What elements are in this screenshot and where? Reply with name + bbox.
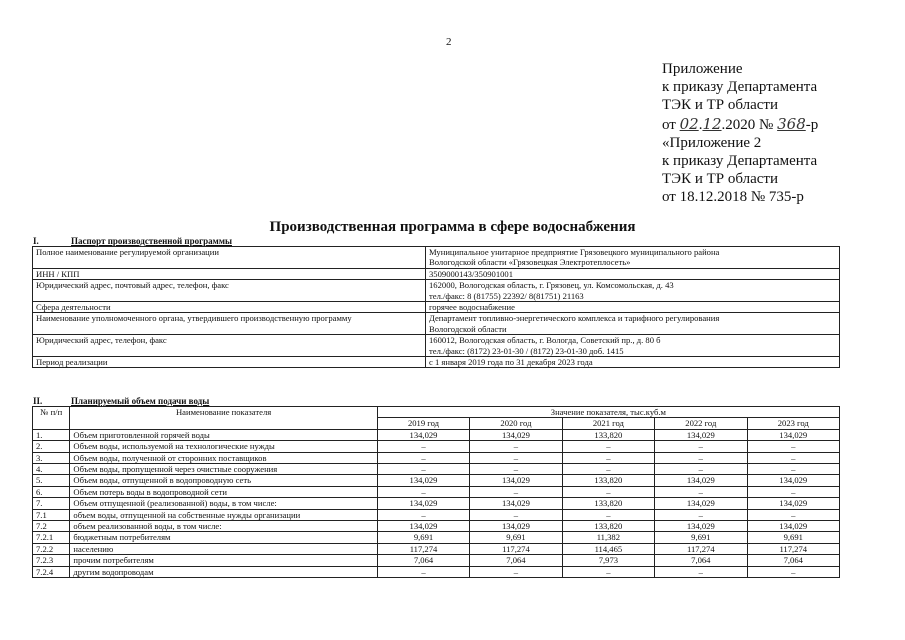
table-row — [33, 498, 840, 509]
section-heading-volume — [33, 396, 209, 406]
col-header-number: № п/п — [33, 407, 70, 430]
row-name: объем воды, отпущенной на собственные нужды организации — [70, 509, 377, 520]
passport-value-line: 162000, Вологодская область, г. Грязовец, ул. Комсомольская, д. 43 — [429, 280, 674, 291]
row-value: 134,029 — [470, 475, 562, 486]
row-value: 134,029 — [470, 521, 562, 532]
passport-key: Период реализации — [33, 357, 426, 368]
row-number: 4. — [33, 464, 70, 475]
appendix-date-year: .2020 № — [721, 116, 774, 133]
passport-value-line: тел./факс: (8172) 23-01-30 / (8172) 23-01-30 доб. 1415 — [429, 345, 624, 356]
row-value: 9,691 — [377, 532, 469, 543]
table-row — [33, 441, 840, 452]
row-value: – — [470, 464, 562, 475]
row-value: 11,382 — [562, 532, 654, 543]
table-row — [33, 475, 840, 486]
row-number: 7.2 — [33, 521, 70, 532]
row-number: 6. — [33, 486, 70, 497]
row-value: 134,029 — [747, 498, 839, 509]
row-value: – — [655, 566, 747, 577]
passport-value — [426, 313, 840, 335]
table-row — [33, 464, 840, 475]
row-name: бюджетным потребителям — [70, 532, 377, 543]
section-title: Планируемый объем подачи воды — [71, 396, 210, 406]
appendix-line: ТЭК и ТР области — [662, 171, 778, 188]
row-value: – — [747, 452, 839, 463]
col-header-year: 2019 год — [377, 418, 469, 429]
row-value: – — [655, 486, 747, 497]
table-row — [33, 521, 840, 532]
appendix-line: от 18.12.2018 № 735-р — [662, 189, 804, 206]
row-value: 134,029 — [470, 498, 562, 509]
row-value: 134,029 — [377, 498, 469, 509]
handwritten-number: 368 — [777, 114, 806, 133]
row-value: 134,029 — [655, 429, 747, 440]
row-value: 133,820 — [562, 475, 654, 486]
section-title: Паспорт производственной программы — [71, 236, 232, 246]
row-value: – — [655, 509, 747, 520]
row-value: – — [470, 486, 562, 497]
table-row — [33, 452, 840, 463]
row-value: – — [377, 486, 469, 497]
row-value: 114,465 — [562, 543, 654, 554]
appendix-line: к приказу Департамента — [662, 153, 818, 170]
row-value: 133,820 — [562, 521, 654, 532]
appendix-line: «Приложение 2 — [662, 134, 762, 151]
row-value: – — [377, 452, 469, 463]
row-value: – — [470, 441, 562, 452]
row-value: 7,064 — [377, 555, 469, 566]
table-row — [33, 486, 840, 497]
row-name: Объем воды, пропущенной через очистные сооружения — [70, 464, 377, 475]
col-header-year: 2023 год — [747, 418, 839, 429]
passport-row — [33, 280, 840, 302]
row-value: 134,029 — [747, 521, 839, 532]
row-value: – — [655, 441, 747, 452]
row-value: 9,691 — [655, 532, 747, 543]
passport-value-line: Департамент топливно-энергетического комплекса и тарифного регулирования — [429, 313, 720, 324]
passport-row — [33, 357, 840, 368]
handwritten-month: 12 — [702, 114, 722, 133]
row-value: – — [470, 566, 562, 577]
row-value: 134,029 — [377, 521, 469, 532]
row-value: – — [747, 566, 839, 577]
row-number: 7.2.4 — [33, 566, 70, 577]
row-value: – — [655, 464, 747, 475]
row-name: Объем приготовленной горячей воды — [70, 429, 377, 440]
col-header-value: Значение показателя, тыс.куб.м — [377, 407, 839, 418]
appendix-line: Приложение — [662, 61, 743, 77]
row-value: 7,064 — [470, 555, 562, 566]
row-value: 134,029 — [470, 429, 562, 440]
row-number: 7. — [33, 498, 70, 509]
row-value: – — [655, 452, 747, 463]
row-value: 134,029 — [377, 475, 469, 486]
row-value: 9,691 — [747, 532, 839, 543]
appendix-date-suffix: -р — [805, 116, 819, 133]
row-value: – — [562, 452, 654, 463]
row-value: – — [747, 441, 839, 452]
row-number: 7.2.2 — [33, 543, 70, 554]
row-value: – — [470, 452, 562, 463]
row-value: – — [747, 464, 839, 475]
row-number: 7.2.1 — [33, 532, 70, 543]
appendix-date-line: от 02.12.2020 № 368-р — [662, 114, 819, 133]
row-value: – — [562, 509, 654, 520]
row-value: 134,029 — [655, 498, 747, 509]
row-value: 7,973 — [562, 555, 654, 566]
volume-table — [32, 406, 840, 578]
passport-row — [33, 313, 840, 335]
passport-key: Полное наименование регулируемой организации — [33, 247, 426, 269]
row-value: 9,691 — [470, 532, 562, 543]
passport-value — [426, 357, 840, 368]
row-value: – — [747, 509, 839, 520]
passport-key: Наименование уполномоченного органа, утвердившего производственную программу — [33, 313, 426, 335]
appendix-line: ТЭК и ТР области — [662, 97, 778, 114]
row-value: – — [377, 441, 469, 452]
table-row — [33, 532, 840, 543]
row-value: 117,274 — [747, 543, 839, 554]
row-value: 7,064 — [747, 555, 839, 566]
row-value: – — [377, 509, 469, 520]
passport-value-line: Вологодской области «Грязовецкая Электротеплосеть» — [429, 257, 631, 268]
row-value: 117,274 — [655, 543, 747, 554]
row-number: 7.1 — [33, 509, 70, 520]
table-row — [33, 566, 840, 577]
row-value: 134,029 — [747, 475, 839, 486]
section-number: II. — [33, 396, 43, 406]
passport-value-line: тел./факс: 8 (81755) 22392/ 8(81751) 21163 — [429, 290, 584, 301]
col-header-year: 2020 год — [470, 418, 562, 429]
row-value: 133,820 — [562, 429, 654, 440]
passport-row — [33, 335, 840, 357]
passport-table — [32, 246, 840, 368]
row-number: 5. — [33, 475, 70, 486]
row-name: населению — [70, 543, 377, 554]
section-number: I. — [33, 236, 39, 246]
row-value: – — [562, 441, 654, 452]
passport-value-line: горячее водоснабжение — [429, 302, 515, 313]
row-value: 7,064 — [655, 555, 747, 566]
table-row — [33, 555, 840, 566]
document-title: Производственная программа в сфере водоснабжения — [269, 219, 636, 235]
passport-row — [33, 268, 840, 279]
row-value: – — [747, 486, 839, 497]
row-name: Объем отпущенной (реализованной) воды, в том числе: — [70, 498, 377, 509]
passport-value — [426, 280, 840, 302]
row-number: 3. — [33, 452, 70, 463]
row-name: Объем потерь воды в водопроводной сети — [70, 486, 377, 497]
row-value: – — [562, 566, 654, 577]
passport-value — [426, 302, 840, 313]
row-name: объем реализованной воды, в том числе: — [70, 521, 377, 532]
row-value: 133,820 — [562, 498, 654, 509]
table-row — [33, 509, 840, 520]
col-header-year: 2022 год — [655, 418, 747, 429]
page-number: 2 — [446, 36, 452, 48]
row-value: – — [377, 464, 469, 475]
passport-value — [426, 247, 840, 269]
col-header-name: Наименование показателя — [70, 407, 377, 430]
passport-row — [33, 302, 840, 313]
header-row — [33, 407, 840, 418]
passport-value-line: Муниципальное унитарное предприятие Грязовецкого муниципального района — [429, 247, 720, 257]
row-number: 7.2.3 — [33, 555, 70, 566]
passport-value-line: Вологодской области — [429, 323, 507, 334]
passport-row — [33, 247, 840, 269]
appendix-line: к приказу Департамента — [662, 79, 818, 96]
row-name: Объем воды, используемой на технологические нужды — [70, 441, 377, 452]
passport-value — [426, 268, 840, 279]
row-name: прочим потребителям — [70, 555, 377, 566]
row-name: Объем воды, полученной от сторонних поставщиков — [70, 452, 377, 463]
table-row — [33, 543, 840, 554]
row-name: Объем воды, отпущенной в водопроводную сеть — [70, 475, 377, 486]
row-value: – — [377, 566, 469, 577]
passport-value-line: с 1 января 2019 года по 31 декабря 2023 года — [429, 357, 593, 368]
appendix-date-prefix: от — [662, 116, 676, 133]
row-value: – — [470, 509, 562, 520]
row-name: другим водопроводам — [70, 566, 377, 577]
row-value: 117,274 — [470, 543, 562, 554]
table-row — [33, 429, 840, 440]
col-header-year: 2021 год — [562, 418, 654, 429]
row-number: 1. — [33, 429, 70, 440]
passport-value-line: 3509000143/350901001 — [429, 268, 514, 279]
row-value: 134,029 — [377, 429, 469, 440]
row-value: 117,274 — [377, 543, 469, 554]
row-value: 134,029 — [655, 521, 747, 532]
row-value: – — [562, 464, 654, 475]
handwritten-day: 02 — [679, 114, 699, 133]
passport-value — [426, 335, 840, 357]
appendix-block — [662, 60, 818, 207]
passport-value-line: 160012, Вологодская область, г. Вологда, Советский пр., д. 80 б — [429, 335, 661, 346]
row-value: – — [562, 486, 654, 497]
passport-key: ИНН / КПП — [33, 268, 426, 279]
row-value: 134,029 — [655, 475, 747, 486]
row-number: 2. — [33, 441, 70, 452]
passport-key: Сфера деятельности — [33, 302, 426, 313]
row-value: 134,029 — [747, 429, 839, 440]
passport-key: Юридический адрес, почтовый адрес, телефон, факс — [33, 280, 426, 302]
section-heading-passport — [33, 236, 232, 246]
passport-key: Юридический адрес, телефон, факс — [33, 335, 426, 357]
